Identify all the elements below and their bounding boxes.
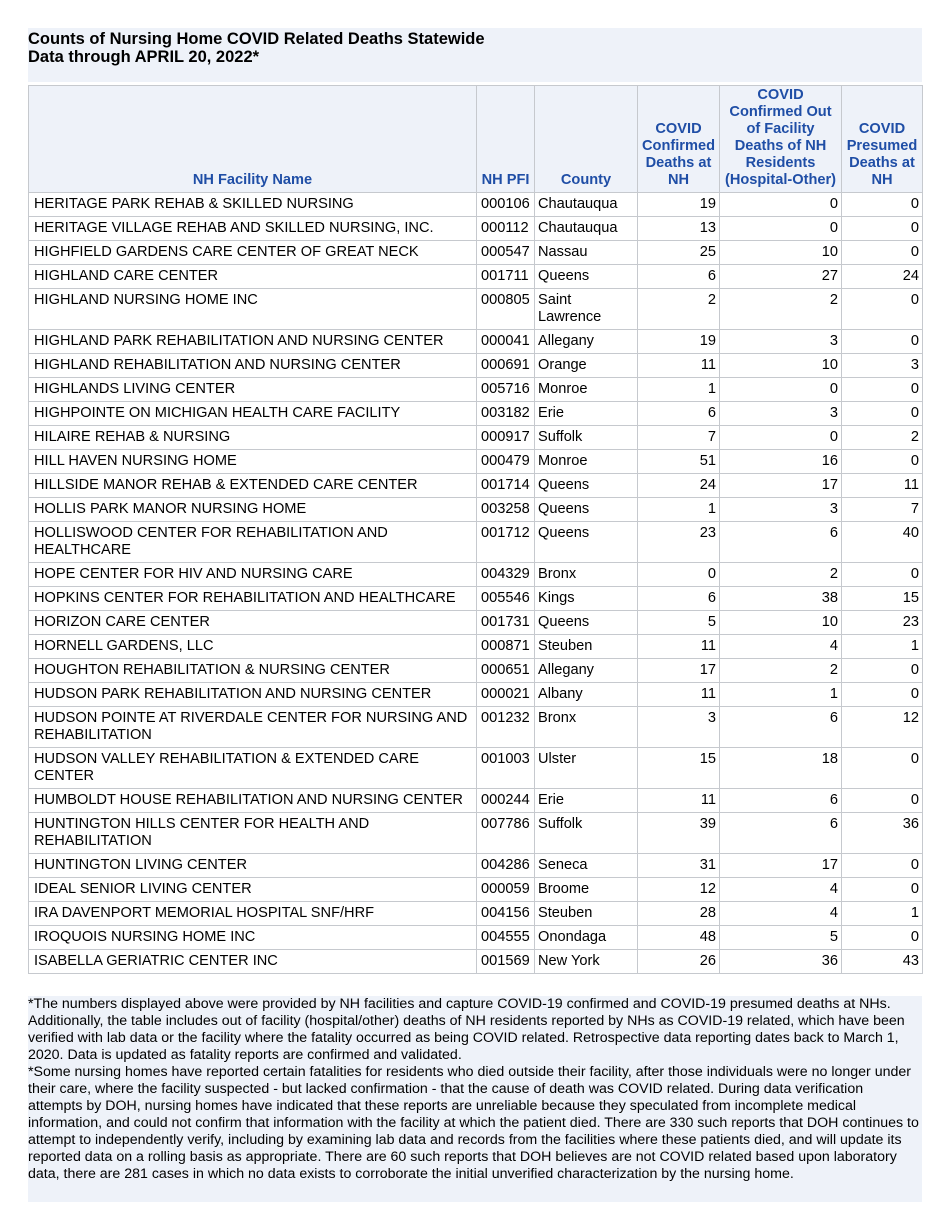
county-cell: Nassau bbox=[535, 241, 638, 265]
presumed-deaths-cell: 23 bbox=[842, 611, 923, 635]
pfi-cell: 001712 bbox=[477, 522, 535, 563]
out-of-facility-deaths-cell: 2 bbox=[720, 659, 842, 683]
deaths-table-container bbox=[28, 85, 922, 974]
facility-name-cell: HOLLISWOOD CENTER FOR REHABILITATION AND HEALTHCARE bbox=[29, 522, 477, 563]
county-cell: Queens bbox=[535, 265, 638, 289]
confirmed-deaths-cell: 5 bbox=[638, 611, 720, 635]
presumed-deaths-cell: 1 bbox=[842, 635, 923, 659]
county-cell: Broome bbox=[535, 878, 638, 902]
pfi-cell: 000547 bbox=[477, 241, 535, 265]
confirmed-deaths-cell: 48 bbox=[638, 926, 720, 950]
facility-name-cell: HIGHLAND CARE CENTER bbox=[29, 265, 477, 289]
pfi-cell: 004329 bbox=[477, 563, 535, 587]
header-presumed-deaths: COVID Presumed Deaths at NH bbox=[842, 86, 923, 193]
pfi-cell: 004156 bbox=[477, 902, 535, 926]
deaths-table bbox=[28, 85, 923, 974]
pfi-cell: 000479 bbox=[477, 450, 535, 474]
presumed-deaths-cell: 36 bbox=[842, 813, 923, 854]
pfi-cell: 000041 bbox=[477, 330, 535, 354]
presumed-deaths-cell: 0 bbox=[842, 217, 923, 241]
county-cell: Allegany bbox=[535, 659, 638, 683]
header-facility-name: NH Facility Name bbox=[29, 86, 477, 193]
table-row bbox=[29, 402, 923, 426]
county-cell: Queens bbox=[535, 522, 638, 563]
county-cell: Onondaga bbox=[535, 926, 638, 950]
pfi-cell: 000917 bbox=[477, 426, 535, 450]
table-row bbox=[29, 789, 923, 813]
header-out-of-facility-deaths: COVID Confirmed Out of Facility Deaths of NH Residents (Hospital-Other) bbox=[720, 86, 842, 193]
table-row bbox=[29, 522, 923, 563]
out-of-facility-deaths-cell: 3 bbox=[720, 330, 842, 354]
presumed-deaths-cell: 0 bbox=[842, 378, 923, 402]
report-title: Counts of Nursing Home COVID Related Deaths Statewide bbox=[28, 30, 485, 48]
facility-name-cell: HIGHLAND PARK REHABILITATION AND NURSING CENTER bbox=[29, 330, 477, 354]
county-cell: Albany bbox=[535, 683, 638, 707]
pfi-cell: 001232 bbox=[477, 707, 535, 748]
pfi-cell: 005716 bbox=[477, 378, 535, 402]
county-cell: Kings bbox=[535, 587, 638, 611]
confirmed-deaths-cell: 23 bbox=[638, 522, 720, 563]
pfi-cell: 007786 bbox=[477, 813, 535, 854]
table-row bbox=[29, 426, 923, 450]
out-of-facility-deaths-cell: 10 bbox=[720, 354, 842, 378]
table-row bbox=[29, 813, 923, 854]
out-of-facility-deaths-cell: 3 bbox=[720, 402, 842, 426]
header-confirmed-deaths: COVID Confirmed Deaths at NH bbox=[638, 86, 720, 193]
county-cell: Steuben bbox=[535, 902, 638, 926]
table-row bbox=[29, 354, 923, 378]
confirmed-deaths-cell: 26 bbox=[638, 950, 720, 974]
out-of-facility-deaths-cell: 0 bbox=[720, 217, 842, 241]
table-row bbox=[29, 854, 923, 878]
out-of-facility-deaths-cell: 4 bbox=[720, 878, 842, 902]
county-cell: Saint Lawrence bbox=[535, 289, 638, 330]
presumed-deaths-cell: 0 bbox=[842, 241, 923, 265]
out-of-facility-deaths-cell: 17 bbox=[720, 474, 842, 498]
table-row bbox=[29, 902, 923, 926]
confirmed-deaths-cell: 1 bbox=[638, 378, 720, 402]
out-of-facility-deaths-cell: 4 bbox=[720, 902, 842, 926]
confirmed-deaths-cell: 17 bbox=[638, 659, 720, 683]
presumed-deaths-cell: 24 bbox=[842, 265, 923, 289]
report-title-block bbox=[28, 28, 922, 82]
facility-name-cell: HIGHLAND NURSING HOME INC bbox=[29, 289, 477, 330]
facility-name-cell: HILL HAVEN NURSING HOME bbox=[29, 450, 477, 474]
confirmed-deaths-cell: 24 bbox=[638, 474, 720, 498]
report-subtitle: Data through APRIL 20, 2022* bbox=[28, 48, 260, 66]
county-cell: Bronx bbox=[535, 707, 638, 748]
confirmed-deaths-cell: 31 bbox=[638, 854, 720, 878]
pfi-cell: 001569 bbox=[477, 950, 535, 974]
presumed-deaths-cell: 40 bbox=[842, 522, 923, 563]
pfi-cell: 000805 bbox=[477, 289, 535, 330]
pfi-cell: 000106 bbox=[477, 193, 535, 217]
confirmed-deaths-cell: 2 bbox=[638, 289, 720, 330]
county-cell: Queens bbox=[535, 611, 638, 635]
presumed-deaths-cell: 0 bbox=[842, 789, 923, 813]
out-of-facility-deaths-cell: 27 bbox=[720, 265, 842, 289]
confirmed-deaths-cell: 12 bbox=[638, 878, 720, 902]
confirmed-deaths-cell: 6 bbox=[638, 402, 720, 426]
pfi-cell: 001731 bbox=[477, 611, 535, 635]
out-of-facility-deaths-cell: 6 bbox=[720, 789, 842, 813]
facility-name-cell: ISABELLA GERIATRIC CENTER INC bbox=[29, 950, 477, 974]
confirmed-deaths-cell: 19 bbox=[638, 193, 720, 217]
confirmed-deaths-cell: 11 bbox=[638, 354, 720, 378]
presumed-deaths-cell: 3 bbox=[842, 354, 923, 378]
table-row bbox=[29, 289, 923, 330]
header-county: County bbox=[535, 86, 638, 193]
presumed-deaths-cell: 0 bbox=[842, 659, 923, 683]
pfi-cell: 004286 bbox=[477, 854, 535, 878]
table-row bbox=[29, 330, 923, 354]
table-row bbox=[29, 707, 923, 748]
county-cell: Queens bbox=[535, 498, 638, 522]
table-header-row bbox=[29, 86, 923, 193]
table-row bbox=[29, 498, 923, 522]
facility-name-cell: HUDSON POINTE AT RIVERDALE CENTER FOR NURSING AND REHABILITATION bbox=[29, 707, 477, 748]
presumed-deaths-cell: 0 bbox=[842, 193, 923, 217]
presumed-deaths-cell: 0 bbox=[842, 748, 923, 789]
county-cell: Chautauqua bbox=[535, 217, 638, 241]
table-row bbox=[29, 241, 923, 265]
county-cell: Steuben bbox=[535, 635, 638, 659]
county-cell: New York bbox=[535, 950, 638, 974]
confirmed-deaths-cell: 15 bbox=[638, 748, 720, 789]
presumed-deaths-cell: 0 bbox=[842, 289, 923, 330]
pfi-cell: 000244 bbox=[477, 789, 535, 813]
presumed-deaths-cell: 0 bbox=[842, 450, 923, 474]
county-cell: Seneca bbox=[535, 854, 638, 878]
pfi-cell: 000691 bbox=[477, 354, 535, 378]
confirmed-deaths-cell: 25 bbox=[638, 241, 720, 265]
presumed-deaths-cell: 1 bbox=[842, 902, 923, 926]
facility-name-cell: HUMBOLDT HOUSE REHABILITATION AND NURSING CENTER bbox=[29, 789, 477, 813]
presumed-deaths-cell: 15 bbox=[842, 587, 923, 611]
pfi-cell: 001714 bbox=[477, 474, 535, 498]
county-cell: Queens bbox=[535, 474, 638, 498]
table-body bbox=[29, 193, 923, 974]
table-row bbox=[29, 450, 923, 474]
table-row bbox=[29, 378, 923, 402]
out-of-facility-deaths-cell: 38 bbox=[720, 587, 842, 611]
facility-name-cell: HIGHLAND REHABILITATION AND NURSING CENTER bbox=[29, 354, 477, 378]
presumed-deaths-cell: 0 bbox=[842, 402, 923, 426]
facility-name-cell: HUNTINGTON HILLS CENTER FOR HEALTH AND REHABILITATION bbox=[29, 813, 477, 854]
county-cell: Orange bbox=[535, 354, 638, 378]
table-row bbox=[29, 474, 923, 498]
facility-name-cell: HILAIRE REHAB & NURSING bbox=[29, 426, 477, 450]
county-cell: Suffolk bbox=[535, 426, 638, 450]
table-row bbox=[29, 683, 923, 707]
out-of-facility-deaths-cell: 10 bbox=[720, 611, 842, 635]
table-row bbox=[29, 926, 923, 950]
county-cell: Suffolk bbox=[535, 813, 638, 854]
confirmed-deaths-cell: 6 bbox=[638, 265, 720, 289]
presumed-deaths-cell: 7 bbox=[842, 498, 923, 522]
confirmed-deaths-cell: 0 bbox=[638, 563, 720, 587]
header-nh-pfi: NH PFI bbox=[477, 86, 535, 193]
county-cell: Ulster bbox=[535, 748, 638, 789]
table-row bbox=[29, 748, 923, 789]
facility-name-cell: HOUGHTON REHABILITATION & NURSING CENTER bbox=[29, 659, 477, 683]
facility-name-cell: HIGHFIELD GARDENS CARE CENTER OF GREAT NECK bbox=[29, 241, 477, 265]
facility-name-cell: HOPE CENTER FOR HIV AND NURSING CARE bbox=[29, 563, 477, 587]
facility-name-cell: IDEAL SENIOR LIVING CENTER bbox=[29, 878, 477, 902]
facility-name-cell: HORNELL GARDENS, LLC bbox=[29, 635, 477, 659]
facility-name-cell: HUNTINGTON LIVING CENTER bbox=[29, 854, 477, 878]
out-of-facility-deaths-cell: 0 bbox=[720, 378, 842, 402]
pfi-cell: 004555 bbox=[477, 926, 535, 950]
out-of-facility-deaths-cell: 5 bbox=[720, 926, 842, 950]
out-of-facility-deaths-cell: 2 bbox=[720, 289, 842, 330]
county-cell: Erie bbox=[535, 789, 638, 813]
table-row bbox=[29, 611, 923, 635]
confirmed-deaths-cell: 11 bbox=[638, 789, 720, 813]
pfi-cell: 001711 bbox=[477, 265, 535, 289]
presumed-deaths-cell: 2 bbox=[842, 426, 923, 450]
pfi-cell: 000871 bbox=[477, 635, 535, 659]
out-of-facility-deaths-cell: 4 bbox=[720, 635, 842, 659]
pfi-cell: 003182 bbox=[477, 402, 535, 426]
out-of-facility-deaths-cell: 6 bbox=[720, 813, 842, 854]
presumed-deaths-cell: 12 bbox=[842, 707, 923, 748]
table-row bbox=[29, 659, 923, 683]
confirmed-deaths-cell: 6 bbox=[638, 587, 720, 611]
facility-name-cell: IRA DAVENPORT MEMORIAL HOSPITAL SNF/HRF bbox=[29, 902, 477, 926]
out-of-facility-deaths-cell: 0 bbox=[720, 193, 842, 217]
county-cell: Erie bbox=[535, 402, 638, 426]
footnote-1: *The numbers displayed above were provided by NH facilities and capture COVID-19 confirmed and COVID-19 presumed deaths at NHs. Additionally, the table includes out of facility (hospital/other) deaths of NH residents reported by NHs as COVID-19 related, which have been verified with lab data or the facility where the fatality occurred as being COVID related. Retrospective data reporting dates back to March 1, 2020. Data is updated as fatality reports are confirmed and validated. bbox=[28, 996, 905, 1063]
presumed-deaths-cell: 0 bbox=[842, 878, 923, 902]
facility-name-cell: HOPKINS CENTER FOR REHABILITATION AND HEALTHCARE bbox=[29, 587, 477, 611]
county-cell: Chautauqua bbox=[535, 193, 638, 217]
facility-name-cell: HERITAGE VILLAGE REHAB AND SKILLED NURSING, INC. bbox=[29, 217, 477, 241]
confirmed-deaths-cell: 39 bbox=[638, 813, 720, 854]
table-row bbox=[29, 193, 923, 217]
presumed-deaths-cell: 0 bbox=[842, 683, 923, 707]
footnotes bbox=[28, 996, 922, 1202]
confirmed-deaths-cell: 19 bbox=[638, 330, 720, 354]
out-of-facility-deaths-cell: 10 bbox=[720, 241, 842, 265]
pfi-cell: 003258 bbox=[477, 498, 535, 522]
confirmed-deaths-cell: 51 bbox=[638, 450, 720, 474]
confirmed-deaths-cell: 1 bbox=[638, 498, 720, 522]
out-of-facility-deaths-cell: 6 bbox=[720, 707, 842, 748]
confirmed-deaths-cell: 11 bbox=[638, 683, 720, 707]
pfi-cell: 000059 bbox=[477, 878, 535, 902]
table-row bbox=[29, 587, 923, 611]
confirmed-deaths-cell: 11 bbox=[638, 635, 720, 659]
out-of-facility-deaths-cell: 1 bbox=[720, 683, 842, 707]
table-row bbox=[29, 635, 923, 659]
facility-name-cell: HILLSIDE MANOR REHAB & EXTENDED CARE CENTER bbox=[29, 474, 477, 498]
confirmed-deaths-cell: 13 bbox=[638, 217, 720, 241]
confirmed-deaths-cell: 28 bbox=[638, 902, 720, 926]
pfi-cell: 000112 bbox=[477, 217, 535, 241]
out-of-facility-deaths-cell: 3 bbox=[720, 498, 842, 522]
facility-name-cell: HUDSON PARK REHABILITATION AND NURSING CENTER bbox=[29, 683, 477, 707]
facility-name-cell: HIGHLANDS LIVING CENTER bbox=[29, 378, 477, 402]
out-of-facility-deaths-cell: 36 bbox=[720, 950, 842, 974]
confirmed-deaths-cell: 3 bbox=[638, 707, 720, 748]
table-row bbox=[29, 265, 923, 289]
pfi-cell: 000651 bbox=[477, 659, 535, 683]
presumed-deaths-cell: 0 bbox=[842, 854, 923, 878]
facility-name-cell: HERITAGE PARK REHAB & SKILLED NURSING bbox=[29, 193, 477, 217]
presumed-deaths-cell: 0 bbox=[842, 926, 923, 950]
table-row bbox=[29, 217, 923, 241]
presumed-deaths-cell: 43 bbox=[842, 950, 923, 974]
presumed-deaths-cell: 11 bbox=[842, 474, 923, 498]
county-cell: Bronx bbox=[535, 563, 638, 587]
facility-name-cell: HORIZON CARE CENTER bbox=[29, 611, 477, 635]
county-cell: Monroe bbox=[535, 450, 638, 474]
out-of-facility-deaths-cell: 2 bbox=[720, 563, 842, 587]
presumed-deaths-cell: 0 bbox=[842, 330, 923, 354]
table-row bbox=[29, 563, 923, 587]
presumed-deaths-cell: 0 bbox=[842, 563, 923, 587]
facility-name-cell: HOLLIS PARK MANOR NURSING HOME bbox=[29, 498, 477, 522]
facility-name-cell: HUDSON VALLEY REHABILITATION & EXTENDED CARE CENTER bbox=[29, 748, 477, 789]
pfi-cell: 001003 bbox=[477, 748, 535, 789]
facility-name-cell: IROQUOIS NURSING HOME INC bbox=[29, 926, 477, 950]
pfi-cell: 000021 bbox=[477, 683, 535, 707]
county-cell: Allegany bbox=[535, 330, 638, 354]
facility-name-cell: HIGHPOINTE ON MICHIGAN HEALTH CARE FACILITY bbox=[29, 402, 477, 426]
table-row bbox=[29, 950, 923, 974]
footnote-2: *Some nursing homes have reported certain fatalities for residents who died outside their facility, after those individuals were no longer under their care, where the facility suspected - but lacked confirmation - that the cause of death was COVID related. During data verification attempts by DOH, nursing homes have indicated that these reports are unreliable because they speculated from incomplete medical information, and could not confirm that information with the facility at which the patient died. There are 330 such reports that DOH continues to attempt to independently verify, including by examining lab data and records from the facilities where these patients died, and will update its reported data on a rolling basis as appropriate. There are 60 such reports that DOH believes are not COVID related based upon laboratory data, there are 281 cases in which no data exists to corroborate the initial unverified characterization by the nursing home. bbox=[28, 1064, 919, 1182]
pfi-cell: 005546 bbox=[477, 587, 535, 611]
confirmed-deaths-cell: 7 bbox=[638, 426, 720, 450]
out-of-facility-deaths-cell: 18 bbox=[720, 748, 842, 789]
out-of-facility-deaths-cell: 16 bbox=[720, 450, 842, 474]
table-row bbox=[29, 878, 923, 902]
out-of-facility-deaths-cell: 0 bbox=[720, 426, 842, 450]
out-of-facility-deaths-cell: 17 bbox=[720, 854, 842, 878]
county-cell: Monroe bbox=[535, 378, 638, 402]
out-of-facility-deaths-cell: 6 bbox=[720, 522, 842, 563]
